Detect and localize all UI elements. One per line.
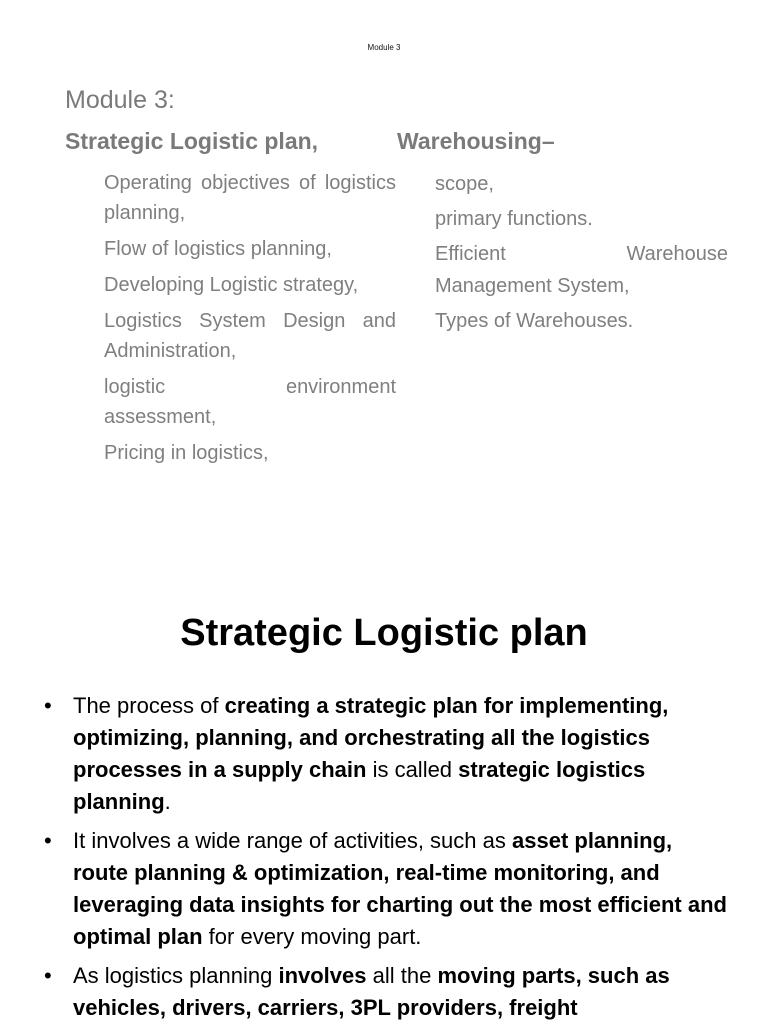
bullet-item — [40, 960, 730, 1024]
topic-item: Efficient Warehouse Management System, — [435, 243, 728, 297]
topic-item: Types of Warehouses. — [435, 310, 634, 332]
bullet-icon: • — [44, 828, 52, 853]
bullet-text — [73, 828, 727, 949]
bullet-bold-segment: moving parts, such as vehicles, drivers, carriers, 3PL providers, freight — [73, 963, 670, 1020]
subtitle-warehousing: Warehousing– — [397, 128, 555, 154]
bullet-item — [40, 825, 730, 953]
bullet-segment: . — [164, 789, 171, 814]
topic-item: logistic environment assessment, — [104, 376, 396, 428]
bullet-segment: all the — [366, 963, 438, 988]
bullet-segment: is called — [366, 757, 459, 782]
bullet-bold-segment: creating a strategic plan for implementing, optimizing, planning, and orchestrating all the logistics processes in a supply chain — [73, 693, 669, 782]
bullet-item — [40, 690, 730, 818]
bullet-bold-segment: involves — [278, 963, 367, 988]
topic-item: Developing Logistic strategy, — [104, 274, 359, 296]
module-title: Module 3: — [65, 86, 175, 114]
bullet-segment: for every moving part. — [202, 924, 422, 949]
topic-item: scope, — [435, 173, 494, 195]
left-topic-list — [104, 168, 396, 474]
bullet-segment: As logistics planning — [73, 963, 279, 988]
bullet-segment: The process of — [73, 693, 225, 718]
right-topic-list — [435, 168, 728, 340]
topic-item: Flow of logistics planning, — [104, 238, 332, 260]
bullet-segment: It involves a wide range of activities, such as — [73, 828, 512, 853]
topic-item: Operating objectives of logistics planning, — [104, 172, 396, 224]
topic-item: Logistics System Design and Administration, — [104, 310, 396, 362]
topic-item: Pricing in logistics, — [104, 442, 269, 464]
bullet-text — [73, 963, 670, 1020]
bullet-list — [40, 690, 730, 1024]
page-header-label: Module 3 — [367, 43, 401, 52]
bullet-text — [73, 693, 668, 814]
topic-item: primary functions. — [435, 208, 593, 230]
slide-title: Strategic Logistic plan — [180, 612, 588, 654]
bullet-bold-segment: strategic logistics planning — [73, 757, 646, 814]
bullet-bold-segment: asset planning, route planning & optimization, real-time monitoring, and leveraging data insights for charting out the most efficient and optimal plan — [73, 828, 727, 949]
slide-strategic-logistic-plan — [0, 590, 768, 1024]
bullet-icon: • — [44, 693, 52, 718]
subtitle-strategic-logistic-plan: Strategic Logistic plan, — [65, 128, 319, 154]
bullet-icon: • — [44, 963, 52, 988]
